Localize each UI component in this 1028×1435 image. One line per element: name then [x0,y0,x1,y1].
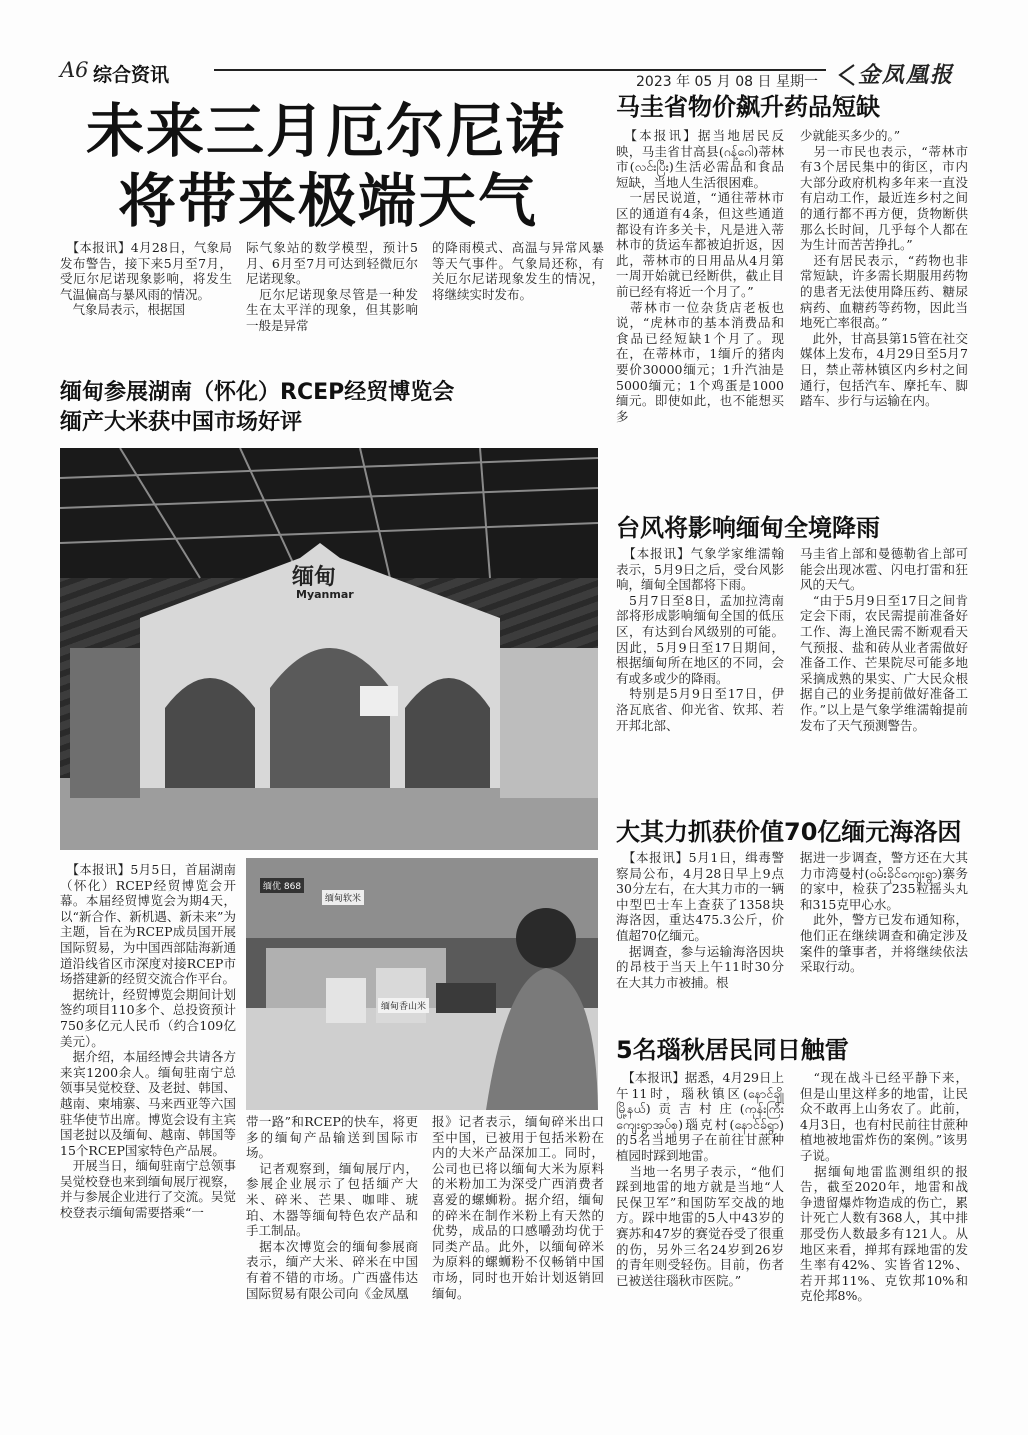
lead-headline-line2: 将带来极端天气 [118,167,539,235]
drugs-col-2: 据进一步调查，警方还在大其力市湾曼村(ဝမ်းခိုင်ကျေးရွာ)寨务的家中，检获了235粒摇头丸和315克甲心水。 此外，警方已发布通知称，他们正在继续调查和确定涉及案件的肇事者，并将继续依法采取行动。 [800,850,968,975]
drugs-col-1: 【本报讯】5月1日，缉毒警察局公布，4月28日早上9点30分左右，在大其力市的一辆中型巴士车上查获了1358块海洛因，重达475.3公斤，价值超70亿缅元。 据调查，参与运输海洛因块的昂枝于当天上午11时30分在大其力市被捕。根 [616,850,784,990]
magway-headline: 马圭省物价飙升药品短缺 [616,93,880,121]
expo-pavilion-photo [60,448,598,850]
chevron-icon [832,62,858,88]
mines-col-1: 【本报讯】据悉，4月29日上午11时，瑙秋镇区(နောင်ချိုမြို့နယ်)贡吉村庄(ကုန်းကြီးကျေးရွာအုပ်စု)瑙克村(နောင်ခ်ရွာ)的5名当地男子在前往甘蔗种植园时踩到地雷。 当地一名男子表示，“他们踩到地雷的地方就是当地“人民保卫军”和国防军交战的地方。踩中地雷的5人中43岁的赛苏和47岁的赛觉吞受了很重的伤，另外三名24岁到26岁的青年则受轻伤。目前，伤者已被送往瑙秋市医院。” [616,1070,784,1288]
rice-tag-2: 缅甸软米 [322,890,364,905]
section-name: 综合资讯 [93,64,170,86]
pavilion-sign: 缅甸 [292,565,337,590]
rice-tag-3: 缅甸香山米 [378,998,429,1013]
magway-col-1: 【本报讯】据当地居民反映，马圭省甘高县(ဂန့်ဂေါ)蒂林市(လင်းပြီး)生活必需品和食品短缺，当地人生活很困难。 一居民说道，“通往蒂林市区的通道有4条，但这些通道都设有许多关卡，凡是进入蒂林市的货运车都被迫折返，因此，蒂林市的日用品从4月第一周开始就已经断供，截止目前已经有将近一个月了。” 蒂林市一位杂货店老板也说，“虎林市的基本消费品和食品已经短缺1个月了。现在，在蒂林市，1缅斤的猪肉要价30000缅元；1升汽油是5000缅元；1个鸡蛋是1000缅元。即使如此，也不能想买多 [616,128,784,424]
lead-col-1: 【本报讯】4月28日，气象局发布警告，接下来5月至7月，受厄尔尼诺现象影响，将发生气温偏高与暴风雨的情况。 气象局表示，根据国 [60,240,232,318]
expo-headline-line2: 缅产大米获中国市场好评 [60,410,303,435]
typhoon-col-2: 马圭省上部和曼德勒省上部可能会出现冰雹、闪电打雷和狂风的天气。 “由于5月9日至17日之间肯定会下雨，农民需提前准备好工作、海上渔民需不断观看天气预报、盐和砖从业者需做好准备工作、芒果院尽可能多地采摘成熟的果实、广大民众根据自己的业务提前做好准备工作。”以上是气象学维濡翰提前发布了天气预测警告。 [800,546,968,733]
page-number: A6 [60,58,89,82]
lead-col-2: 际气象站的数学模型，预计5月、6月至7月可达到轻微厄尔尼诺现象。 厄尔尼诺现象尽管是一种发生在太平洋的现象，但其影响一般是异常 [246,240,418,333]
pavilion-sign-en: Myanmar [296,588,354,601]
header-date: 2023 年 05 月 08 日 星期一 [636,74,818,90]
expo-col-left: 【本报讯】5月5日，首届湖南（怀化）RCEP经贸博览会开幕。本届经贸博览会为期4天，以“新合作、新机遇、新未来”为主题，旨在为RCEP成员国开展国际贸易，为中国西部陆海新通道沿线省区市深度对接RCEP市场搭建新的经贸交流合作平台。 据统计，经贸博览会期间计划签约项目110多个、总投资预计750多亿元人民币（约合109亿美元）。 据介绍，本届经博会共请各方来宾1200余人。缅甸驻南宁总领事吴觉校登、及老挝、韩国、越南、柬埔寨、马来西亚等六国驻华使节出席。博览会设有主宾国老挝以及缅甸、越南、韩国等15个RCEP国家特色产品展。 开展当日，缅甸驻南宁总领事吴觉校登也来到缅甸展厅视察，并与参展企业进行了交流。吴觉校登表示缅甸需要搭乘“一 [60,862,236,1221]
rice-tag-1: 缅优 868 [260,878,304,893]
magway-col-2: 少就能买多少的。” 另一市民也表示，“蒂林市有3个居民集中的街区，市内大部分政府机构多年来一直没有启动工作，最近连乡村之间的通行都不再方便，货物断供那么长时间，几乎每个人都在为生计而苦苦挣扎。” 还有居民表示，“药物也非常短缺，许多需长期服用药物的患者无法使用降压药、糖尿病药、血糖药等药物，因此当地死亡率很高。” 此外，甘高县第15管在社交媒体上发布，4月29日至5月7日，禁止蒂林镇区内乡村之间通行，包括汽车、摩托车、脚踏车、步行与运输在内。 [800,128,968,409]
expo-headline-line1: 缅甸参展湖南（怀化）RCEP经贸博览会 [60,380,455,405]
expo-col-mid: 带一路”和RCEP的快车，将更多的缅甸产品输送到国际市场。 记者观察到，缅甸展厅内，参展企业展示了包括缅产大米、碎米、芒果、咖啡、琥珀、木器等缅甸特色农产品和手工制品。 据本次博览会的缅甸参展商表示，缅产大米、碎米在中国有着不错的市场。广西盛伟达国际贸易有限公司向《金凤凰 [246,1114,418,1301]
typhoon-headline: 台风将影响缅甸全境降雨 [616,514,880,542]
expo-rice-photo [246,858,598,1110]
drugs-headline: 大其力抓获价值70亿缅元海洛因 [616,818,962,846]
mines-col-2: “现在战斗已经平静下来，但是山里这样多的地雷，让民众不敢再上山务农了。此前，4月3日，也有村民前往甘蔗种植地被地雷炸伤的案例。”该男子说。 据缅甸地雷监测组织的报告，截至2020年，地雷和战争遗留爆炸物造成的伤亡，累计死亡人数有368人，其中排那受伤人数最多有121人。从地区来看，掸邦有踩地雷的发生率有42%、实皆省12%、若开邦11%、克钦邦10%和克伦邦8%。 [800,1070,968,1304]
lead-headline-line1: 未来三月厄尔尼诺 [86,97,567,165]
typhoon-col-1: 【本报讯】气象学家维濡翰表示，5月9日之后，受台风影响，缅甸全国都将下雨。 5月7日至8日，孟加拉湾南部将形成影响缅甸全国的低压区，有达到台风级别的可能。因此，5月9日至17日期间，根据缅甸所在地区的不同，会有或多或少的降雨。 特别是5月9日至17日，伊洛瓦底省、仰光省、钦邦、若开邦北部、 [616,546,784,733]
lead-col-3: 的降雨模式、高温与异常风暴等天气事件。气象局还称，有关厄尔尼诺现象发生的情况，将继续实时发布。 [432,240,604,302]
expo-col-right: 报》记者表示，缅甸碎米出口至中国，已被用于包括米粉在内的大米产品深加工。同时，公司也已将以缅甸大米为原料的米粉加工为深受广西消费者喜爱的螺蛳粉。据介绍，缅甸的碎米在制作米粉上有天然的优势，成品的口感嚼劲均优于同类产品。此外，以缅甸碎米为原料的螺蛳粉不仅畅销中国市场，同时也开始计划返销回缅甸。 [432,1114,604,1301]
mines-headline: 5名瑙秋居民同日触雷 [616,1036,849,1064]
newspaper-logo: 金凤凰报 [858,62,955,88]
